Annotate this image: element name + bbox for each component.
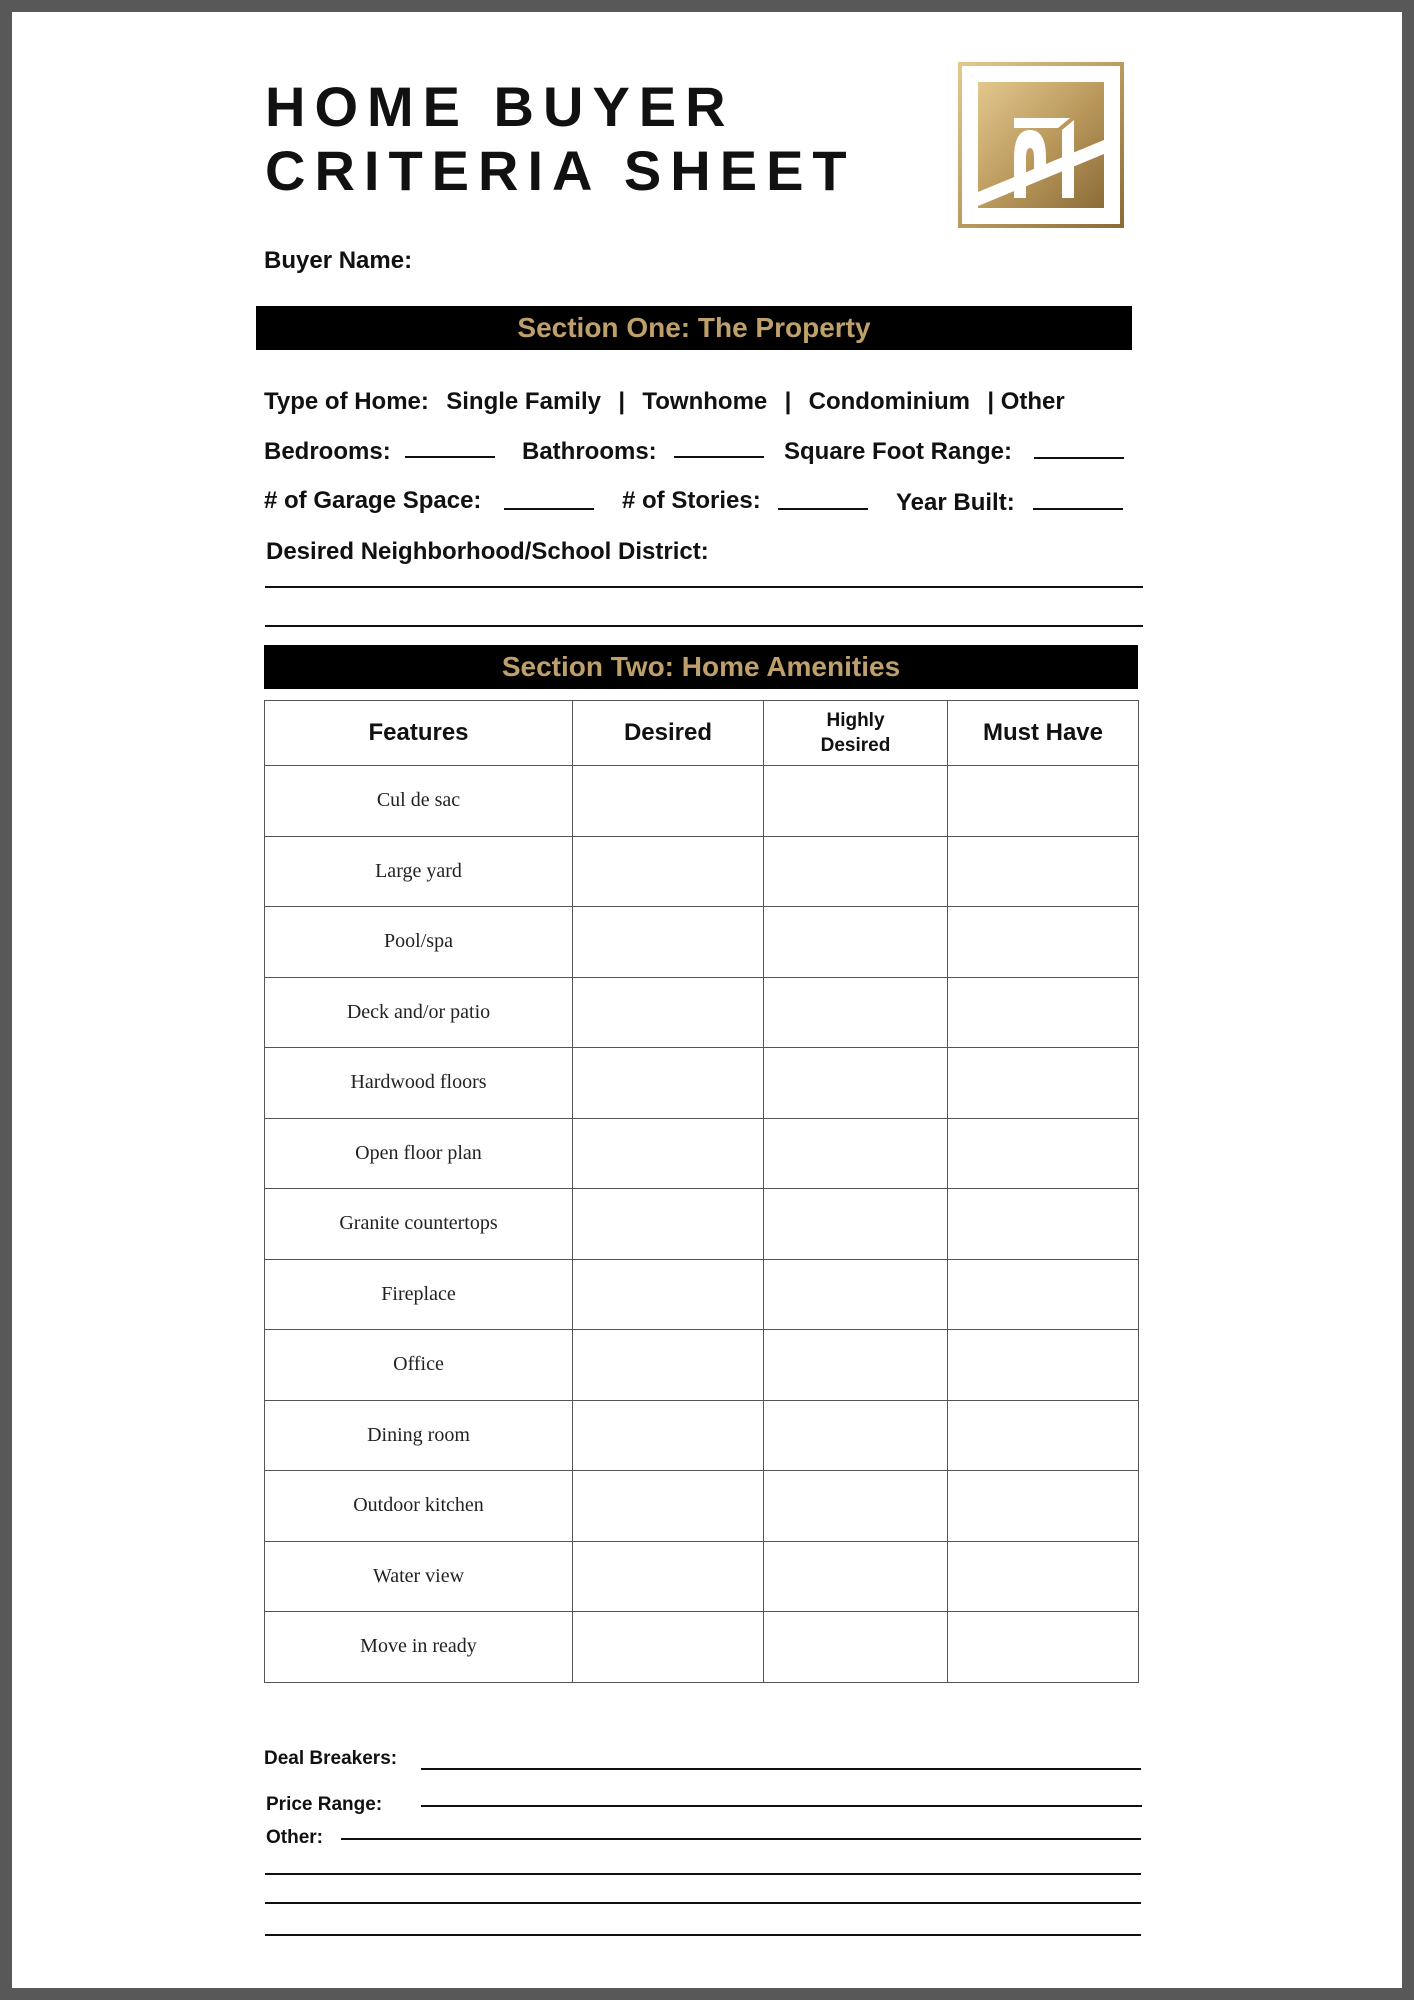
square-foot-label: Square Foot Range: — [784, 438, 1013, 465]
home-type-row — [264, 388, 1069, 416]
feature-name: Large yard — [265, 836, 573, 907]
highly-desired-cell[interactable] — [764, 1330, 948, 1401]
highly-desired-cell[interactable] — [764, 836, 948, 907]
highly-desired-cell[interactable] — [764, 907, 948, 978]
deal-breakers-label: Deal Breakers: — [264, 1748, 398, 1769]
highly-desired-cell[interactable] — [764, 1259, 948, 1330]
buyer-name-label: Buyer Name: — [264, 247, 413, 274]
highly-desired-cell[interactable] — [764, 1048, 948, 1119]
desired-cell[interactable] — [573, 977, 764, 1048]
amenities-table — [264, 700, 1139, 1683]
must-have-cell[interactable] — [948, 1259, 1139, 1330]
desired-cell[interactable] — [573, 1400, 764, 1471]
bedrooms-label: Bedrooms: — [264, 438, 391, 465]
feature-name: Pool/spa — [265, 907, 573, 978]
price-range-line[interactable] — [421, 1805, 1142, 1807]
table-row — [265, 1118, 1139, 1189]
table-row — [265, 1541, 1139, 1612]
must-have-cell[interactable] — [948, 1189, 1139, 1260]
title-line-1: HOME BUYER — [265, 75, 735, 138]
neighborhood-line-2[interactable] — [265, 625, 1143, 627]
feature-name: Water view — [265, 1541, 573, 1612]
bedrooms-line[interactable] — [405, 456, 495, 458]
feature-name: Outdoor kitchen — [265, 1471, 573, 1542]
section-two-header: Section Two: Home Amenities — [264, 645, 1138, 689]
feature-name: Cul de sac — [265, 766, 573, 837]
stories-label: # of Stories: — [622, 487, 761, 514]
other-line-3[interactable] — [265, 1902, 1141, 1904]
home-type-label: Type of Home: — [264, 388, 429, 415]
other-line-2[interactable] — [265, 1873, 1141, 1875]
home-type-option: Condominium — [808, 388, 970, 415]
feature-name: Granite countertops — [265, 1189, 573, 1260]
home-type-separator: | — [618, 388, 626, 415]
table-row — [265, 1471, 1139, 1542]
feature-name: Office — [265, 1330, 573, 1401]
home-type-option: Townhome — [642, 388, 768, 415]
desired-cell[interactable] — [573, 1541, 764, 1612]
table-row — [265, 766, 1139, 837]
stories-line[interactable] — [778, 508, 868, 510]
neighborhood-label: Desired Neighborhood/School District: — [266, 538, 709, 565]
title-line-2: CRITERIA SHEET — [265, 139, 856, 202]
must-have-cell[interactable] — [948, 1330, 1139, 1401]
deal-breakers-line[interactable] — [421, 1768, 1141, 1770]
desired-cell[interactable] — [573, 766, 764, 837]
must-have-cell[interactable] — [948, 907, 1139, 978]
table-row — [265, 1189, 1139, 1260]
feature-name: Hardwood floors — [265, 1048, 573, 1119]
desired-cell[interactable] — [573, 1612, 764, 1683]
table-row — [265, 1259, 1139, 1330]
highly-desired-cell[interactable] — [764, 977, 948, 1048]
must-have-cell[interactable] — [948, 836, 1139, 907]
garage-line[interactable] — [504, 508, 594, 510]
feature-name: Open floor plan — [265, 1118, 573, 1189]
highly-desired-cell[interactable] — [764, 1471, 948, 1542]
highly-desired-cell[interactable] — [764, 1189, 948, 1260]
must-have-cell[interactable] — [948, 1048, 1139, 1119]
home-type-option: Single Family — [446, 388, 601, 415]
table-row — [265, 836, 1139, 907]
column-header-highly-desired — [764, 701, 948, 766]
must-have-cell[interactable] — [948, 1541, 1139, 1612]
column-header-features: Features — [265, 701, 573, 766]
home-type-option: | Other — [987, 388, 1065, 415]
table-row — [265, 1612, 1139, 1683]
page-title — [265, 75, 856, 203]
desired-cell[interactable] — [573, 1118, 764, 1189]
neighborhood-line-1[interactable] — [265, 586, 1143, 588]
table-row — [265, 907, 1139, 978]
brand-logo-icon — [958, 62, 1124, 228]
price-range-label: Price Range: — [266, 1794, 383, 1815]
feature-name: Dining room — [265, 1400, 573, 1471]
highly-desired-cell[interactable] — [764, 1400, 948, 1471]
bathrooms-label: Bathrooms: — [522, 438, 657, 465]
other-label: Other: — [266, 1827, 323, 1848]
year-built-line[interactable] — [1033, 508, 1123, 510]
feature-name: Fireplace — [265, 1259, 573, 1330]
table-row — [265, 1330, 1139, 1401]
desired-cell[interactable] — [573, 1048, 764, 1119]
must-have-cell[interactable] — [948, 1612, 1139, 1683]
other-line-4[interactable] — [265, 1934, 1141, 1936]
must-have-cell[interactable] — [948, 1471, 1139, 1542]
highly-desired-cell[interactable] — [764, 1118, 948, 1189]
desired-cell[interactable] — [573, 1259, 764, 1330]
feature-name: Deck and/or patio — [265, 977, 573, 1048]
desired-cell[interactable] — [573, 1189, 764, 1260]
must-have-cell[interactable] — [948, 766, 1139, 837]
table-row — [265, 1048, 1139, 1119]
column-header-desired: Desired — [573, 701, 764, 766]
highly-desired-cell[interactable] — [764, 1612, 948, 1683]
must-have-cell[interactable] — [948, 1118, 1139, 1189]
section-one-header: Section One: The Property — [256, 306, 1132, 350]
must-have-cell[interactable] — [948, 1400, 1139, 1471]
other-line-1[interactable] — [341, 1838, 1141, 1840]
document-page — [12, 12, 1402, 1988]
desired-cell[interactable] — [573, 1330, 764, 1401]
year-built-label: Year Built: — [896, 489, 1015, 516]
desired-cell[interactable] — [573, 836, 764, 907]
column-header-must-have: Must Have — [948, 701, 1139, 766]
table-row — [265, 977, 1139, 1048]
desired-cell[interactable] — [573, 1471, 764, 1542]
feature-name: Move in ready — [265, 1612, 573, 1683]
garage-label: # of Garage Space: — [264, 487, 482, 514]
column-header-highly-line1: Highly — [826, 710, 885, 731]
desired-cell[interactable] — [573, 907, 764, 978]
column-header-highly-line2: Desired — [820, 735, 891, 756]
home-type-separator: | — [784, 388, 792, 415]
table-row — [265, 1400, 1139, 1471]
bathrooms-line[interactable] — [674, 456, 764, 458]
highly-desired-cell[interactable] — [764, 766, 948, 837]
square-foot-line[interactable] — [1034, 457, 1124, 459]
must-have-cell[interactable] — [948, 977, 1139, 1048]
highly-desired-cell[interactable] — [764, 1541, 948, 1612]
